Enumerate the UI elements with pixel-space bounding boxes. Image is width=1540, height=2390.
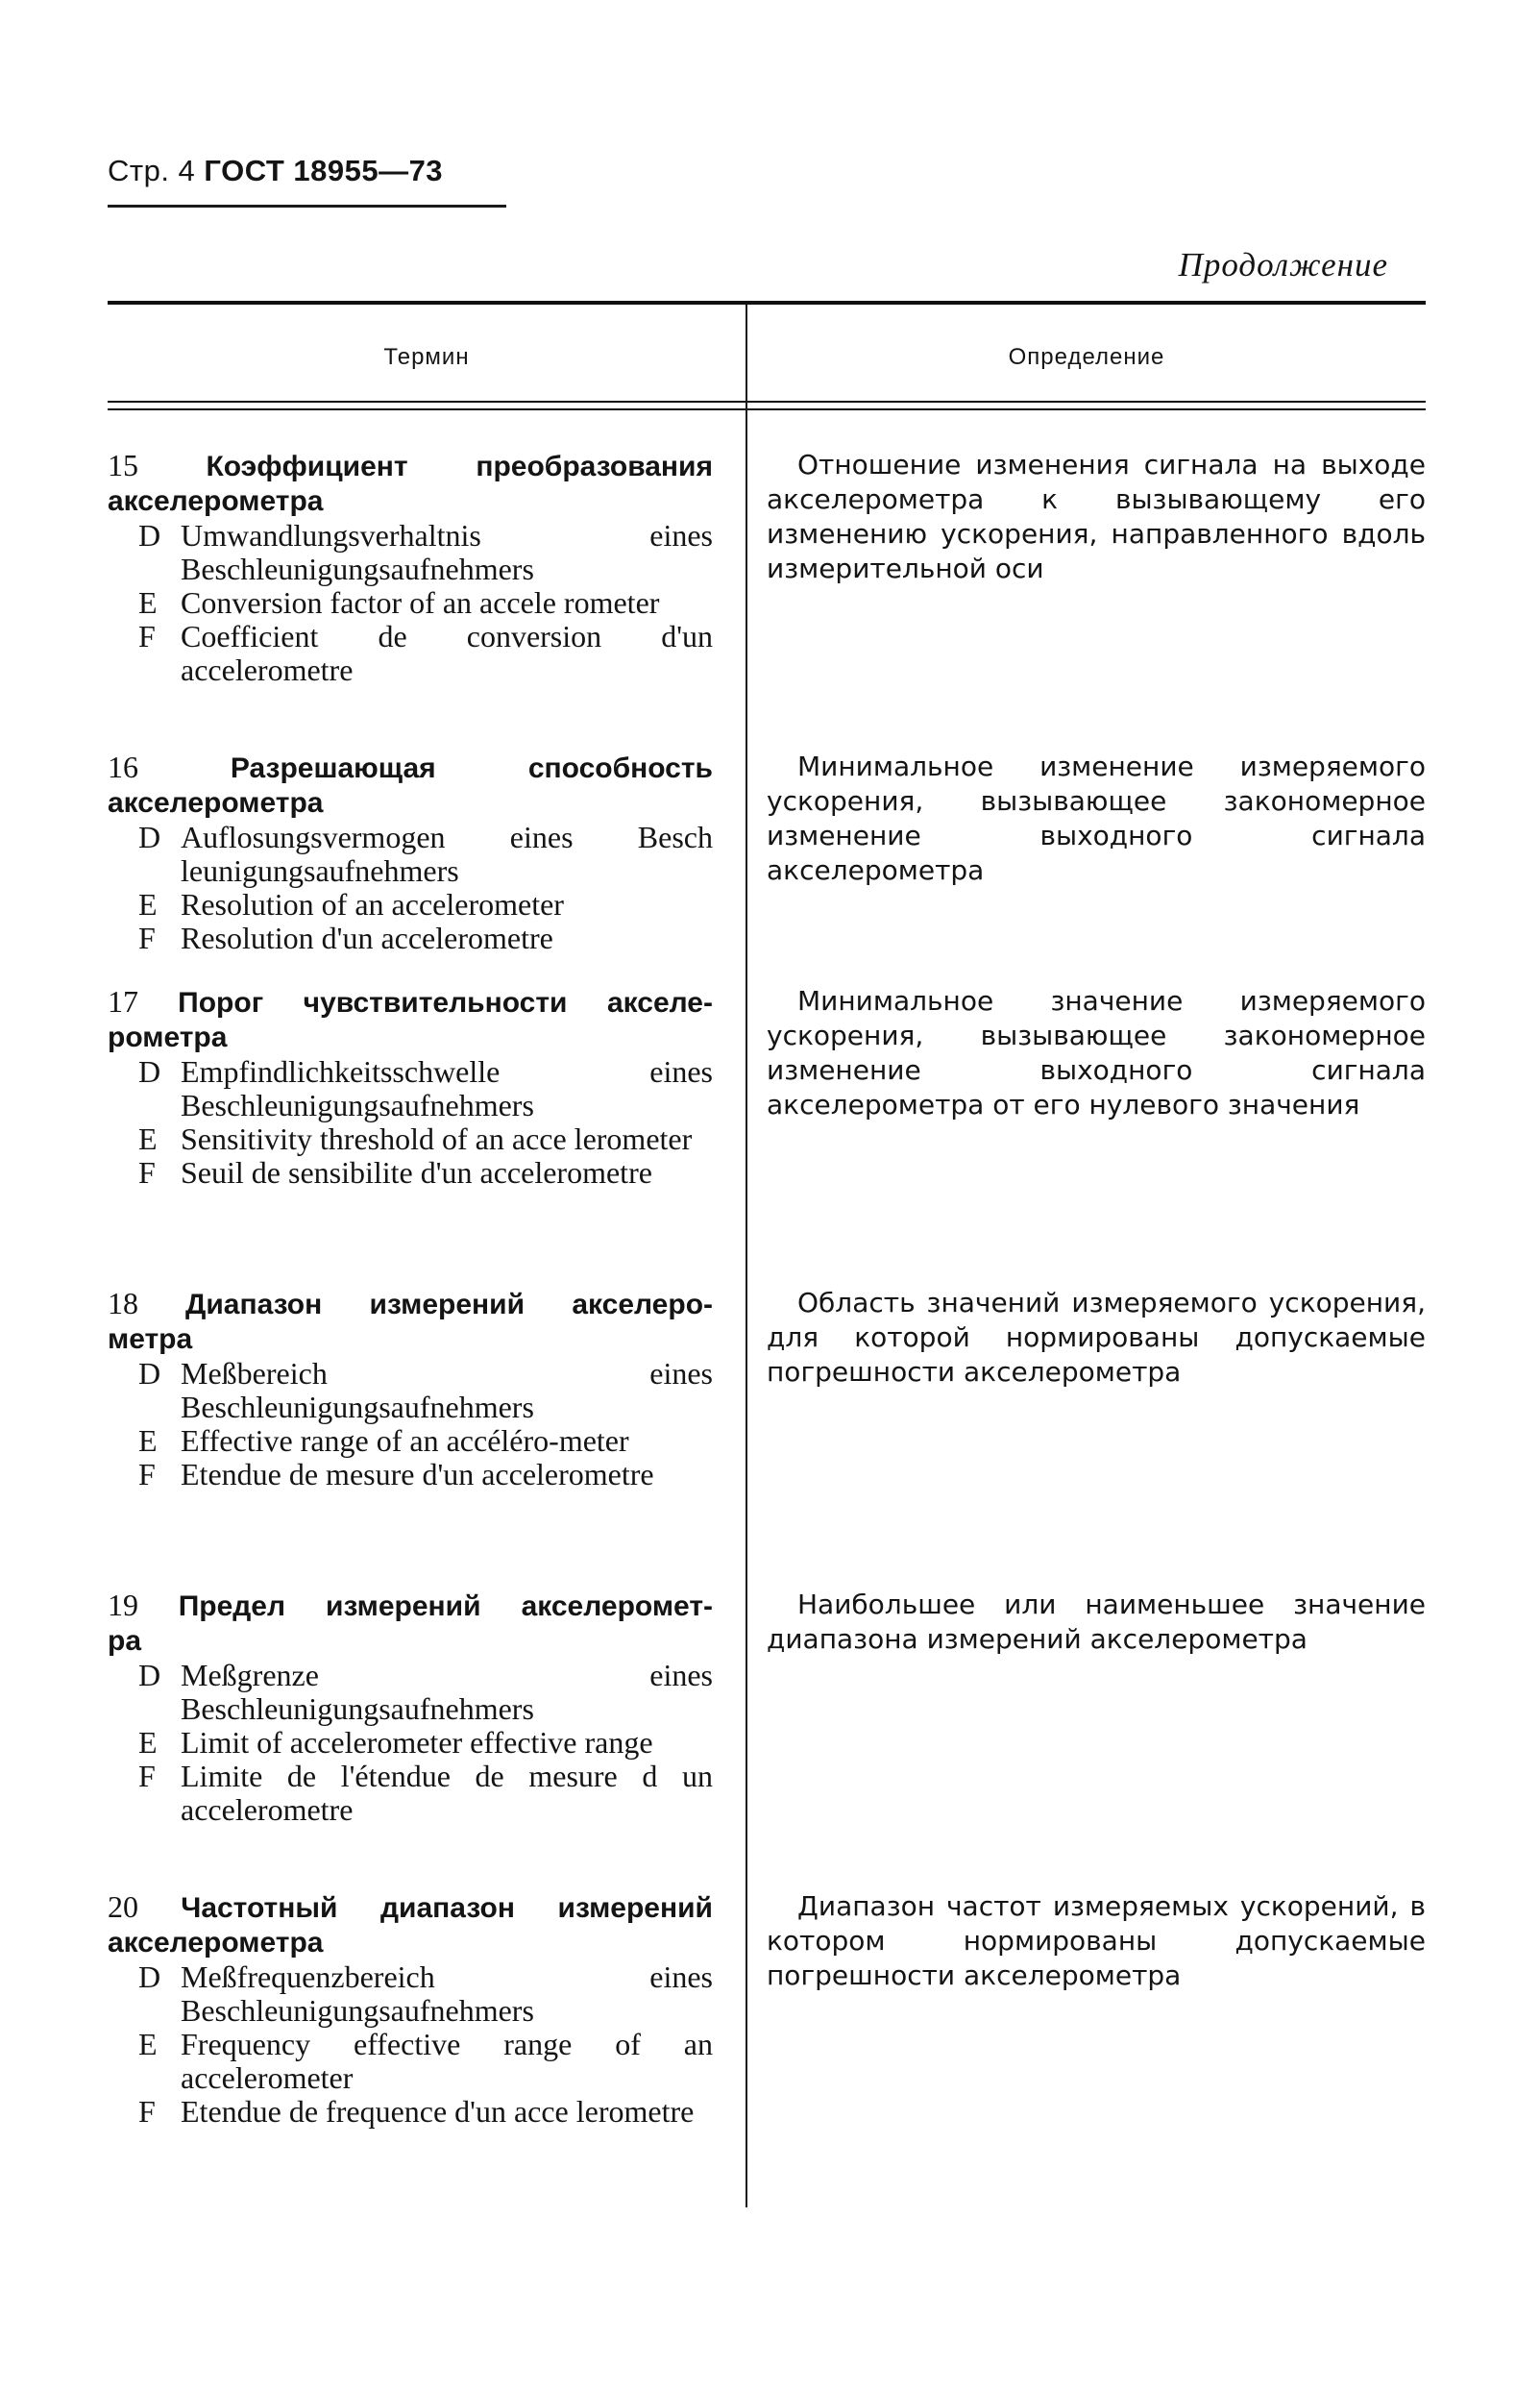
translation-en: E Conversion factor of an accele rometer: [138, 585, 660, 620]
term-entry-16: 16 Разрешающая способность акселерометра D Auflosungsvermogen eines Besch leunigungsaufnehmers E Resolution of an accelerometer F Resolution d'un accelerometre: [108, 750, 713, 955]
definition-15: Отношение изменения сигнала на выходе акселерометра к вызывающему его изменению ускорения, направленного вдоль измерительной оси: [767, 449, 1426, 584]
term-entry-19: 19 Предел измерений акселеромет- ра D Meßgrenze eines Beschleunigungsaufnehmers E Limit of accelerometer effective range F Limite de l'étendue de mesure d un accelerometre: [108, 1588, 714, 1827]
translation-en: E Effective range of an accéléro-meter: [138, 1423, 629, 1458]
column-divider: [746, 305, 747, 2207]
translation-de: D Meßbereich eines Beschleunigungsaufnehmers: [138, 1356, 713, 1424]
definition-19: Наибольшее или наименьшее значение диапазона измерений акселерометра: [767, 1589, 1426, 1655]
term-entry-18: 18 Диапазон измерений акселеро- метра D Meßbereich eines Beschleunigungsaufnehmers E Effective range of an accéléro-meter F Etendue de mesure d'un accelerometre: [108, 1286, 714, 1491]
term-title: 18 Диапазон измерений акселеро-: [108, 1286, 714, 1320]
translation-en: E Sensitivity threshold of an acce lerometer: [138, 1121, 693, 1156]
table-top-rule: [108, 301, 1426, 305]
term-title: 16 Разрешающая способность: [108, 750, 713, 784]
term-entry-20: 20 Частотный диапазон измерений акселерометра D Meßfrequenzbereich eines Beschleunigungsaufnehmers E Frequency effective range of an accelerometer F Etendue de frequence d'un acce lerometre: [108, 1889, 714, 2129]
translation-de: D Meßgrenze eines Beschleunigungsaufnehmers: [138, 1658, 713, 1726]
translation-de: D Meßfrequenzbereich eines Beschleunigungsaufnehmers: [138, 1959, 713, 2028]
term-number: 15: [108, 448, 138, 482]
term-entry-17: 17 Порог чувствительности акселе- рометра D Empfindlichkeitsschwelle eines Beschleunigungsaufnehmers E Sensitivity threshold of an acce lerometer F Seuil de sensibilite d'un accelerometre: [108, 984, 713, 1190]
term-name: Коэффициент преобразования: [206, 451, 713, 482]
standard-code: ГОСТ 18955—73: [204, 154, 444, 187]
term-title: 20 Частотный диапазон измерений: [108, 1889, 714, 1924]
term-title: 17 Порог чувствительности акселе-: [108, 984, 713, 1019]
term-title: 19 Предел измерений акселеромет-: [108, 1588, 714, 1622]
definition-16: Минимальное изменение измеряемого ускорения, вызывающее закономерное изменение выходного сигнала акселерометра: [767, 751, 1426, 886]
page-header: [108, 154, 443, 188]
translation-de: D Empfindlichkeitsschwelle eines Beschleunigungsaufnehmers: [138, 1054, 713, 1122]
column-header-term: Термин: [383, 344, 470, 370]
column-header-definition: Определение: [1008, 344, 1165, 370]
continuation-label: Продолжение: [1178, 246, 1388, 283]
translation-de: D Auflosungsvermogen eines Besch leunigungsaufnehmers: [138, 820, 713, 888]
translation-en: E Frequency effective range of an accelerometer: [138, 2027, 713, 2095]
translation-fr: F Coefficient de conversion d'un accelerometre: [138, 619, 713, 687]
translation-en: E Resolution of an accelerometer: [138, 887, 564, 922]
term-entry-15: [108, 448, 713, 687]
translation-de: D Umwandlungsverhaltnis eines Beschleunigungsaufnehmers: [138, 518, 713, 586]
translation-fr: F Limite de l'étendue de mesure d un accelerometre: [138, 1759, 713, 1827]
term-title: [108, 448, 713, 484]
translation-fr: F Resolution d'un accelerometre: [138, 921, 553, 955]
definition-18: Область значений измеряемого ускорения, для которой нормированы допускаемые погрешности акселерометра: [767, 1287, 1426, 1388]
translation-en: E Limit of accelerometer effective range: [138, 1725, 653, 1760]
translation-fr: F Etendue de mesure d'un accelerometre: [138, 1457, 654, 1491]
translation-fr: F Seuil de sensibilite d'un accelerometre: [138, 1155, 652, 1190]
header-bottom-rule: [108, 401, 1426, 403]
definition-17: Минимальное значение измеряемого ускорения, вызывающее закономерное изменение выходного сигнала акселерометра от его нулевого значения: [767, 985, 1426, 1121]
header-bottom-rule-2: [108, 408, 1426, 410]
header-rule: [108, 205, 506, 208]
page-number: Стр. 4: [108, 154, 196, 187]
definition-20: Диапазон частот измеряемых ускорений, в котором нормированы допускаемые погрешности акселерометра: [767, 1890, 1426, 1991]
term-name-continued: акселерометра: [108, 485, 324, 517]
translation-fr: F Etendue de frequence d'un acce lerometre: [138, 2094, 695, 2129]
